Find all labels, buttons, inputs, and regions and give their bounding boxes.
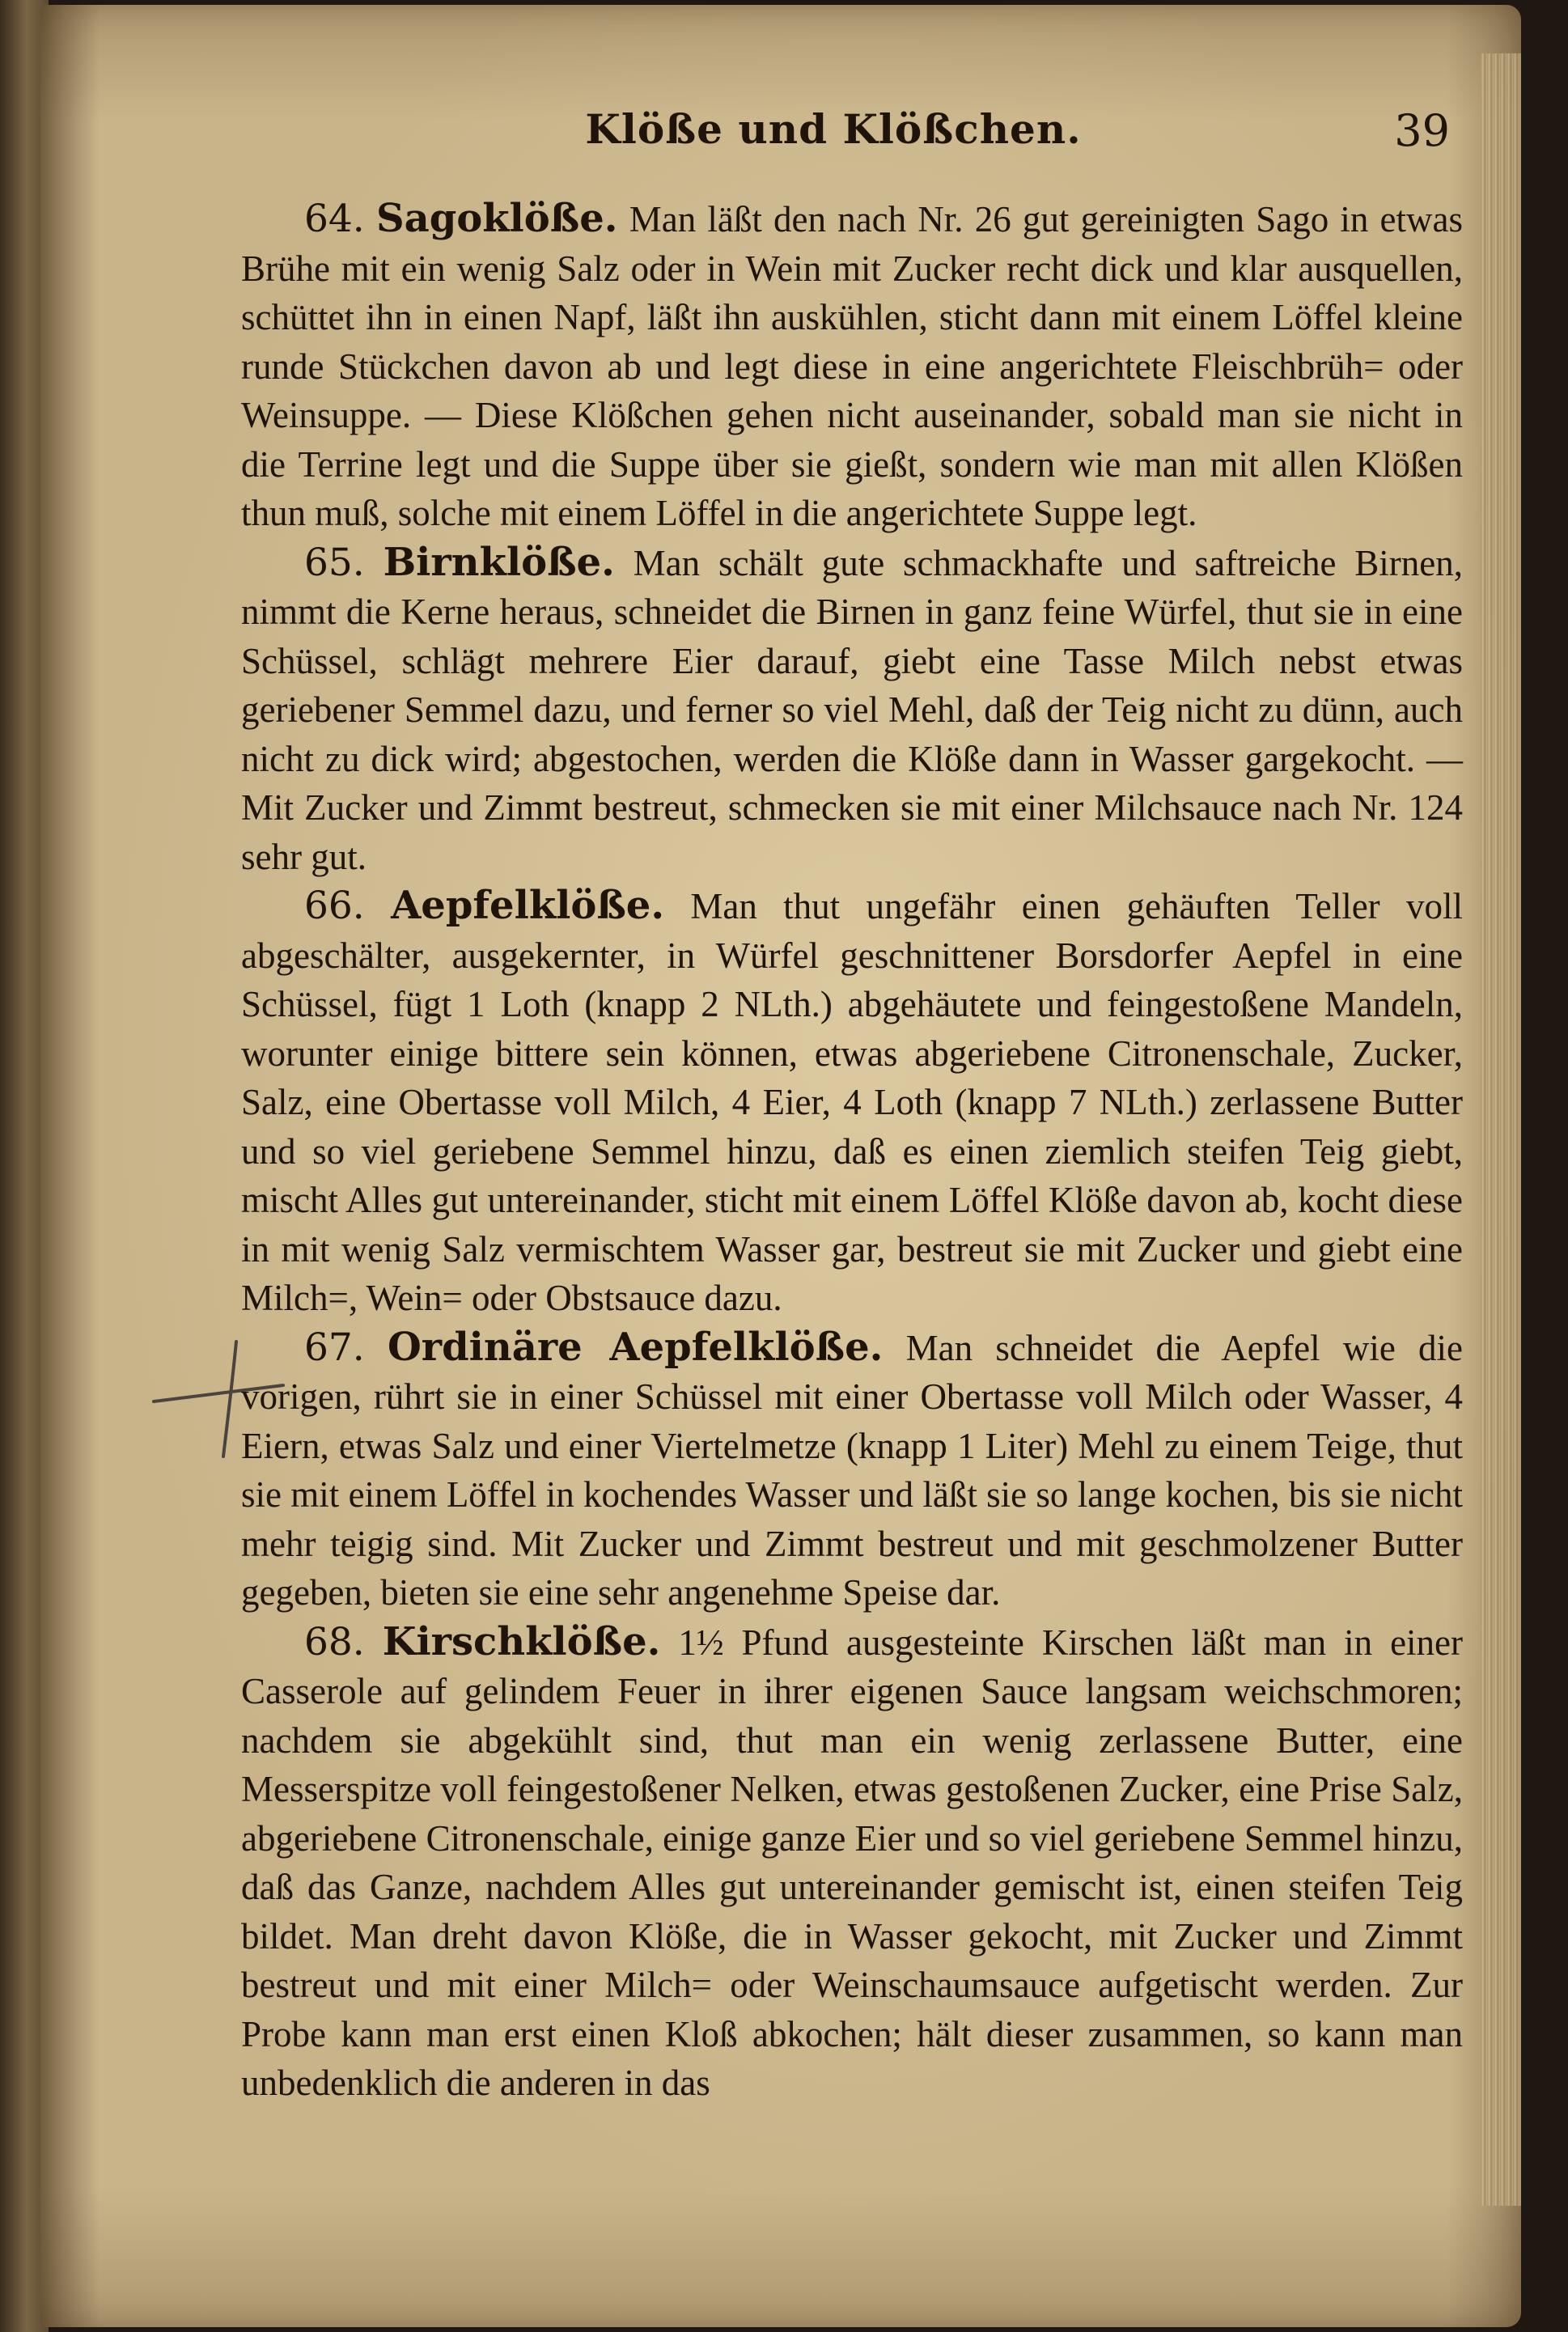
recipe-body: Man schält gute schmackhafte und saftreiche Birnen, nimmt die Kerne heraus, schneidet die Birnen in ganz feine Würfel, thut sie in eine Schüssel, schlägt mehrere Eier darauf, giebt eine Tasse Milch nebst etwas geriebener Semmel dazu, und ferner so viel Mehl, daß der Teig nicht zu dünn, auch nicht zu dick wird; abgestochen, werden die Klöße dann in Wasser gargekocht. — Mit Zucker und Zimmt bestreut, schmecken sie mit einer Milchsauce nach Nr. 124 sehr gut. [241,542,1463,877]
recipe-body: 1½ Pfund ausgesteinte Kirschen läßt man in einer Casserole auf gelindem Feuer in ihrer eigenen Sauce langsam weichschmoren; nachdem sie abgekühlt sind, thut man ein wenig zerlassene Butter, eine Messerspitze voll feingestoßener Nelken, etwas gestoßenen Zucker, eine Prise Salz, abgeriebene Citronenschale, einige ganze Eier und so viel geriebene Semmel hinzu, daß das Ganze, nachdem Alles gut untereinander gemischt ist, einen steifen Teig bildet. Man dreht davon Klöße, die in Wasser gekocht, mit Zucker und Zimmt bestreut und mit einer Milch= oder Weinschaumsauce aufgetischt werden. Zur Probe kann man erst einen Kloß abkochen; hält dieser zusammen, so kann man unbedenklich die anderen in das [241,1622,1464,2103]
recipe-number: 67. [304,1325,365,1370]
recipe-title: Birnklöße. [383,539,615,585]
recipe-body: Man thut ungefähr einen gehäuften Teller voll abgeschälter, ausgekernter, in Würfel geschnittener Borsdorfer Aepfel in eine Schüssel, fügt 1 Loth (knapp 2 NLth.) abgehäutete und feingestoßene Mandeln, worunter einige bittere sein können, etwas abgeriebene Citronenschale, Zucker, Salz, eine Obertasse voll Milch, 4 Eier, 4 Loth (knapp 7 NLth.) zerlassene Butter und so viel geriebene Semmel hinzu, daß es einen ziemlich steifen Teig giebt, mischt Alles gut untereinander, sticht mit einem Löffel Klöße davon ab, kocht diese in mit wenig Salz vermischtem Wasser gar, bestreut sie mit Zucker und giebt eine Milch=, Wein= oder Obstsauce dazu. [241,886,1463,1318]
recipe-number: 64. [304,197,365,241]
recipe-body: Man läßt den nach Nr. 26 gut gereinigten Sago in etwas Brühe mit ein wenig Salz oder in Wein mit Zucker recht dick und klar ausquellen, schüttet ihn in einen Napf, läßt ihn auskühlen, sticht dann mit einem Löffel kleine runde Stückchen davon ab und legt diese in eine angerichtete Fleischbrüh= oder Weinsuppe. — Diese Klößchen gehen nicht auseinander, sobald man sie nicht in die Terrine legt und die Suppe über sie gießt, sondern wie man mit allen Klößen thun muß, solche mit einem Löffel in die angerichtete Suppe legt. [241,199,1464,533]
recipe-text [241,194,1463,2108]
recipe-66 [241,881,1463,1323]
recipe-title: Kirschklöße. [382,1618,661,1664]
recipe-title: Ordinäre Aepfelklöße. [387,1324,884,1370]
recipe-67 [241,1323,1463,1618]
recipe-64 [241,194,1463,538]
recipe-number: 66. [304,884,365,928]
recipe-title: Sagoklöße. [375,196,618,241]
recipe-65 [241,538,1463,882]
recipe-68 [241,1618,1463,2108]
running-title: Klöße und Klößchen. [585,105,1082,153]
page-stack-edge [1481,53,1521,2206]
recipe-number: 65. [304,540,365,585]
recipe-number: 68. [304,1619,365,1664]
recipe-body: Man schneidet die Aepfel wie die vorigen, rührt sie in einer Schüssel mit einer Obertasse voll Milch oder Wasser, 4 Eiern, etwas Salz und einer Viertelmetze (knapp 1 Liter) Mehl zu einem Teige, thut sie mit einem Löffel in kochendes Wasser und läßt sie so lange kochen, bis sie nicht mehr teigig sind. Mit Zucker und Zimmt bestreut und mit geschmolzener Butter gegeben, bieten sie eine sehr angenehme Speise dar. [241,1327,1464,1613]
recipe-title: Aepfelklöße. [391,883,665,928]
page-number: 39 [1394,105,1450,156]
page-header [202,97,1464,170]
